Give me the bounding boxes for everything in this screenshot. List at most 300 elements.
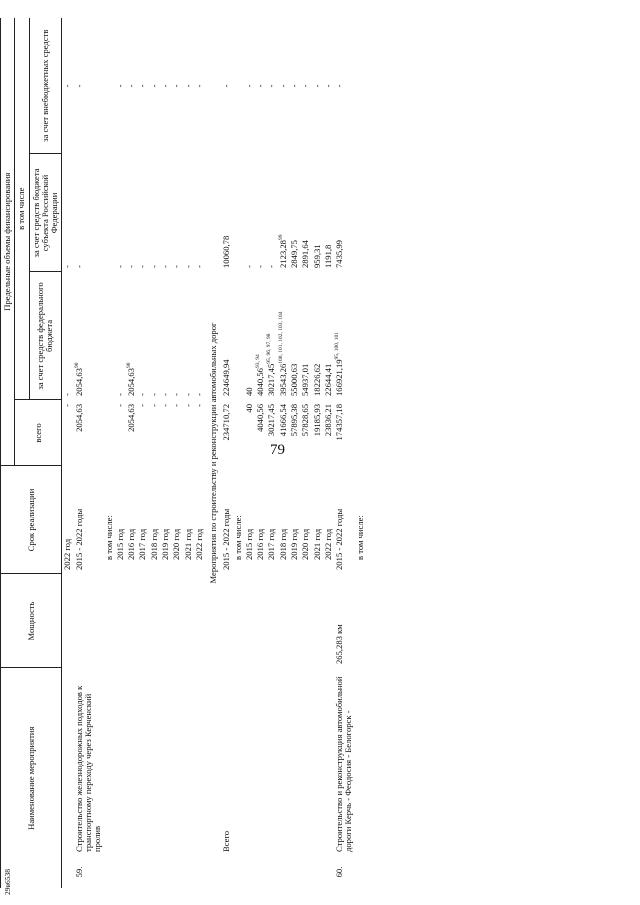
row-regional-text: 1191,8 xyxy=(322,244,333,268)
row-capacity xyxy=(355,574,366,668)
row-total-text: - xyxy=(182,403,193,407)
row-total xyxy=(278,400,289,466)
row-capacity xyxy=(171,574,182,668)
header-limits: Предельные объемы финансирования xyxy=(1,18,15,466)
table-row xyxy=(115,18,126,888)
row-regional xyxy=(160,154,171,272)
row-regional-text: 2849,75 xyxy=(289,240,300,268)
row-term xyxy=(278,466,289,574)
row-number xyxy=(233,856,244,888)
row-regional xyxy=(126,154,137,272)
row-extra xyxy=(115,18,126,154)
row-extra xyxy=(233,18,244,154)
row-regional xyxy=(244,154,255,272)
row-total-text: - xyxy=(171,403,182,407)
row-total-text: - xyxy=(62,403,73,407)
row-capacity xyxy=(312,574,323,668)
row-name xyxy=(74,668,104,856)
row-extra xyxy=(300,18,311,154)
row-term xyxy=(355,466,366,574)
row-term xyxy=(289,466,300,574)
row-regional xyxy=(104,154,115,272)
table-row xyxy=(312,18,323,888)
document-code: 29в6538 xyxy=(3,868,12,895)
row-federal-text: - xyxy=(171,393,182,396)
row-capacity xyxy=(289,574,300,668)
section-title: Мероприятия по строительству и реконструкции автомобильных дорог xyxy=(208,322,219,584)
row-capacity xyxy=(323,574,334,668)
row-regional-text: 10060,78 xyxy=(221,235,232,268)
row-total xyxy=(300,400,311,466)
row-federal-text: 55000,63 xyxy=(289,363,300,396)
row-term-text: 2015 год xyxy=(114,528,125,560)
row-name xyxy=(312,668,323,856)
row-extra-text: - xyxy=(322,84,333,88)
table-row xyxy=(255,18,266,888)
row-regional xyxy=(149,154,160,272)
row-capacity xyxy=(255,574,266,668)
row-capacity xyxy=(233,574,244,668)
row-term-text: 2022 год xyxy=(193,528,204,560)
row-federal-text: 40 xyxy=(243,387,254,396)
row-total xyxy=(255,400,266,466)
row-extra xyxy=(149,18,160,154)
row-term-text: 2015 - 2022 годы xyxy=(334,508,345,570)
row-number xyxy=(171,856,182,888)
row-extra-text: - xyxy=(159,84,170,88)
row-total xyxy=(323,400,334,466)
row-federal-footnote: 93, 94 xyxy=(255,354,262,369)
header-regional: за счет средств бюджета субъекта Российской Федерации xyxy=(29,154,62,272)
row-total-text: 174357,18 xyxy=(334,403,345,441)
row-federal xyxy=(244,272,255,400)
row-federal-text: 2054,63 xyxy=(126,368,137,396)
row-number xyxy=(221,856,232,888)
row-number xyxy=(278,856,289,888)
row-name xyxy=(160,668,171,856)
row-federal-footnote: 95, 100, 101 xyxy=(334,331,341,360)
row-name xyxy=(115,668,126,856)
row-total xyxy=(183,400,194,466)
row-federal xyxy=(149,272,160,400)
row-extra-text: - xyxy=(277,84,288,88)
row-capacity xyxy=(300,574,311,668)
row-extra xyxy=(278,18,289,154)
row-term xyxy=(334,466,355,574)
row-regional-text: - xyxy=(193,265,204,268)
row-extra xyxy=(266,18,277,154)
row-regional-text: - xyxy=(137,265,148,268)
row-federal xyxy=(74,272,104,400)
row-extra xyxy=(126,18,137,154)
table-row xyxy=(104,18,115,888)
row-capacity xyxy=(244,574,255,668)
row-total-text: 234710,72 xyxy=(221,403,232,441)
header-extra: за счет внебюджетных средств xyxy=(29,18,62,154)
row-term-text: 2021 год xyxy=(311,528,322,560)
row-term-text: в том числе: xyxy=(103,515,114,560)
row-extra-text: - xyxy=(148,84,159,88)
row-extra-text: - xyxy=(137,84,148,88)
row-total xyxy=(355,400,366,466)
header-including: в том числе xyxy=(15,18,29,400)
row-regional-text: - xyxy=(171,265,182,268)
row-regional xyxy=(312,154,323,272)
row-regional xyxy=(289,154,300,272)
row-number xyxy=(74,856,104,888)
row-term-text: 2022 год xyxy=(62,538,73,570)
section-heading-block xyxy=(205,18,221,888)
row-total xyxy=(334,400,355,466)
row-name xyxy=(194,668,205,856)
row-term-text: 2021 год xyxy=(182,528,193,560)
row-total-text: - xyxy=(148,403,159,407)
row-term xyxy=(233,466,244,574)
row-extra xyxy=(323,18,334,154)
row-term xyxy=(221,466,232,574)
row-extra-text: - xyxy=(62,84,73,88)
row-name xyxy=(278,668,289,856)
row-total-text: 2054,63 xyxy=(126,403,137,432)
row-term xyxy=(255,466,266,574)
row-extra-text: - xyxy=(266,84,277,88)
row-regional-text: - xyxy=(255,265,266,268)
row-name xyxy=(255,668,266,856)
row-regional-text: - xyxy=(182,265,193,268)
table-body-bottom xyxy=(221,18,366,888)
row-regional-text: - xyxy=(159,265,170,268)
row-federal-text: 54937,01 xyxy=(300,363,311,396)
row-total-text: 23836,21 xyxy=(322,403,333,437)
table-row xyxy=(244,18,255,888)
row-federal-text: - xyxy=(182,393,193,396)
row-term xyxy=(300,466,311,574)
row-term-text: 2015 - 2022 годы xyxy=(221,508,232,570)
row-extra-text: - xyxy=(289,84,300,88)
row-extra-text: - xyxy=(171,84,182,88)
row-term xyxy=(74,466,104,574)
row-total-text: 19185,93 xyxy=(311,403,322,437)
table-row xyxy=(74,18,104,888)
row-extra xyxy=(62,18,74,154)
row-extra-text: - xyxy=(255,84,266,88)
row-extra xyxy=(289,18,300,154)
row-extra-text: - xyxy=(114,84,125,88)
row-capacity xyxy=(62,574,74,668)
row-total xyxy=(126,400,137,466)
row-federal-footnote: 90 xyxy=(73,362,80,369)
row-term xyxy=(62,466,74,574)
row-extra-text: - xyxy=(311,84,322,88)
row-federal xyxy=(266,272,277,400)
row-term xyxy=(137,466,148,574)
table-header xyxy=(1,18,62,888)
row-capacity xyxy=(126,574,137,668)
row-name xyxy=(221,668,232,856)
financing-table xyxy=(0,18,366,888)
row-federal-text: - xyxy=(148,393,159,396)
row-term xyxy=(104,466,115,574)
row-number xyxy=(255,856,266,888)
table-row xyxy=(266,18,277,888)
row-term-text: 2017 год xyxy=(266,528,277,560)
row-total-text: 4040,56 xyxy=(255,403,266,432)
row-total-text: 57895,38 xyxy=(289,403,300,437)
row-total xyxy=(289,400,300,466)
row-name xyxy=(266,668,277,856)
row-number xyxy=(126,856,137,888)
table-row xyxy=(355,18,366,888)
row-number xyxy=(355,856,366,888)
header-total: всего xyxy=(15,400,62,466)
row-regional xyxy=(266,154,277,272)
row-regional xyxy=(183,154,194,272)
row-total xyxy=(115,400,126,466)
row-federal xyxy=(355,272,366,400)
row-name-text: Всего xyxy=(221,830,232,852)
row-regional xyxy=(233,154,244,272)
row-name xyxy=(104,668,115,856)
row-capacity xyxy=(266,574,277,668)
row-total xyxy=(160,400,171,466)
rotated-page-content xyxy=(0,18,585,888)
row-number xyxy=(149,856,160,888)
row-total-text: 30217,45 xyxy=(266,403,277,437)
row-total-text: - xyxy=(137,403,148,407)
table-row xyxy=(334,18,355,888)
row-extra xyxy=(74,18,104,154)
row-name xyxy=(244,668,255,856)
row-regional-text: - xyxy=(243,265,254,268)
table-row xyxy=(183,18,194,888)
row-regional xyxy=(221,154,232,272)
row-name xyxy=(137,668,148,856)
row-capacity xyxy=(149,574,160,668)
row-name xyxy=(149,668,160,856)
header-term: Срок реализации xyxy=(1,466,62,574)
row-term-text: 2020 год xyxy=(171,528,182,560)
row-number xyxy=(194,856,205,888)
row-regional-text: - xyxy=(73,265,84,268)
row-number xyxy=(334,856,355,888)
row-total xyxy=(137,400,148,466)
row-extra xyxy=(137,18,148,154)
table-row xyxy=(171,18,182,888)
row-regional xyxy=(115,154,126,272)
row-capacity xyxy=(221,574,232,668)
table-row xyxy=(323,18,334,888)
row-federal xyxy=(126,272,137,400)
row-name xyxy=(62,668,74,856)
row-term-text: в том числе: xyxy=(354,515,365,560)
row-federal xyxy=(323,272,334,400)
header-federal: за счет средств федерального бюджета xyxy=(29,272,62,400)
row-capacity xyxy=(104,574,115,668)
table-body-top xyxy=(62,18,205,888)
row-capacity xyxy=(194,574,205,668)
row-total-text: - xyxy=(114,403,125,407)
table-row xyxy=(62,18,74,888)
row-capacity xyxy=(278,574,289,668)
row-term-text: 2017 год xyxy=(137,528,148,560)
row-total-text: 40 xyxy=(243,403,254,413)
row-extra xyxy=(312,18,323,154)
row-federal-text: 4040,56 xyxy=(255,368,266,396)
row-regional-text: - xyxy=(266,265,277,268)
row-number xyxy=(160,856,171,888)
row-capacity xyxy=(115,574,126,668)
row-extra xyxy=(244,18,255,154)
row-regional xyxy=(194,154,205,272)
row-regional xyxy=(62,154,74,272)
row-total xyxy=(74,400,104,466)
row-term-text: 2016 год xyxy=(126,528,137,560)
row-federal xyxy=(183,272,194,400)
row-regional xyxy=(334,154,355,272)
row-name xyxy=(323,668,334,856)
row-federal-text: - xyxy=(114,393,125,396)
row-name xyxy=(300,668,311,856)
row-number xyxy=(115,856,126,888)
row-federal xyxy=(171,272,182,400)
row-total xyxy=(62,400,74,466)
row-extra-text: - xyxy=(221,84,232,88)
row-extra-text: - xyxy=(73,84,84,88)
row-name xyxy=(126,668,137,856)
row-federal-text: 30217,45 xyxy=(266,363,277,396)
row-extra xyxy=(255,18,266,154)
row-name-text: Строительство и реконструкция автомобильной дороги Керчь - Феодосия - Белогорск - xyxy=(334,676,354,852)
row-term xyxy=(244,466,255,574)
row-number xyxy=(300,856,311,888)
row-federal-text: 39543,26 xyxy=(277,363,288,396)
row-term xyxy=(323,466,334,574)
row-number xyxy=(312,856,323,888)
row-extra-text: - xyxy=(334,84,345,88)
row-federal-text: 22644,41 xyxy=(322,363,333,396)
row-term-text: 2020 год xyxy=(300,528,311,560)
row-term-text: 2018 год xyxy=(148,528,159,560)
header-capacity: Мощность xyxy=(1,574,62,668)
table-row xyxy=(289,18,300,888)
row-federal xyxy=(289,272,300,400)
row-number-text: 60. xyxy=(334,866,345,878)
row-regional-text: - xyxy=(62,265,73,268)
row-federal xyxy=(312,272,323,400)
table-row xyxy=(126,18,137,888)
row-federal xyxy=(334,272,355,400)
row-extra xyxy=(334,18,355,154)
row-total xyxy=(104,400,115,466)
row-capacity xyxy=(137,574,148,668)
row-number xyxy=(244,856,255,888)
row-total xyxy=(233,400,244,466)
row-total-text: - xyxy=(159,403,170,407)
row-term xyxy=(149,466,160,574)
row-regional xyxy=(137,154,148,272)
row-term-text: 2019 год xyxy=(289,528,300,560)
row-term-text: 2018 год xyxy=(277,528,288,560)
row-federal-text: 18226,62 xyxy=(311,363,322,396)
row-federal-footnote: 95, 96, 97, 98 xyxy=(266,333,273,364)
row-federal-text: - xyxy=(137,393,148,396)
row-federal-text: 224649,94 xyxy=(221,359,232,396)
row-capacity xyxy=(183,574,194,668)
row-total-text: 57828,65 xyxy=(300,403,311,437)
row-total-text: 2054,63 xyxy=(73,403,84,432)
row-total xyxy=(221,400,232,466)
row-name xyxy=(171,668,182,856)
row-term xyxy=(115,466,126,574)
row-total-text: - xyxy=(193,403,204,407)
row-regional xyxy=(255,154,266,272)
row-number xyxy=(104,856,115,888)
table-row xyxy=(194,18,205,888)
row-federal-text: 166921,19 xyxy=(334,359,345,396)
row-number xyxy=(62,856,74,888)
row-extra xyxy=(104,18,115,154)
row-federal-footnote: 100, 101, 102, 103, 104 xyxy=(277,311,284,364)
row-federal xyxy=(62,272,74,400)
row-extra-text: - xyxy=(243,84,254,88)
row-number xyxy=(323,856,334,888)
row-term-text: 2016 год xyxy=(255,528,266,560)
row-name xyxy=(183,668,194,856)
row-term-text: 2019 год xyxy=(159,528,170,560)
row-regional xyxy=(323,154,334,272)
table-row xyxy=(278,18,289,888)
row-term-text: в том числе: xyxy=(232,515,243,560)
row-term xyxy=(126,466,137,574)
row-extra xyxy=(171,18,182,154)
table-row xyxy=(300,18,311,888)
row-number xyxy=(289,856,300,888)
row-number xyxy=(137,856,148,888)
row-total xyxy=(244,400,255,466)
row-regional-text: 2123,28 xyxy=(277,240,288,268)
row-federal xyxy=(300,272,311,400)
row-federal xyxy=(233,272,244,400)
row-term xyxy=(312,466,323,574)
row-extra xyxy=(194,18,205,154)
row-extra-text: - xyxy=(193,84,204,88)
row-capacity-text: 265,283 км xyxy=(334,624,345,664)
row-federal-text: - xyxy=(193,393,204,396)
row-total-text: 41666,54 xyxy=(277,403,288,437)
row-total xyxy=(171,400,182,466)
row-federal xyxy=(160,272,171,400)
row-regional-text: - xyxy=(148,265,159,268)
row-federal-text: 2054,63 xyxy=(73,368,84,396)
row-regional xyxy=(300,154,311,272)
row-regional-text: 2891,64 xyxy=(300,240,311,268)
row-capacity xyxy=(74,574,104,668)
row-federal xyxy=(221,272,232,400)
row-regional xyxy=(355,154,366,272)
row-term xyxy=(194,466,205,574)
row-name xyxy=(355,668,366,856)
row-federal xyxy=(137,272,148,400)
table-row xyxy=(160,18,171,888)
row-term-text: 2022 год xyxy=(322,528,333,560)
row-extra xyxy=(160,18,171,154)
page-number: 79 xyxy=(270,442,285,458)
row-total xyxy=(194,400,205,466)
row-federal xyxy=(255,272,266,400)
row-extra-text: - xyxy=(300,84,311,88)
row-total xyxy=(312,400,323,466)
row-term-text: 2015 - 2022 годы xyxy=(73,508,84,570)
